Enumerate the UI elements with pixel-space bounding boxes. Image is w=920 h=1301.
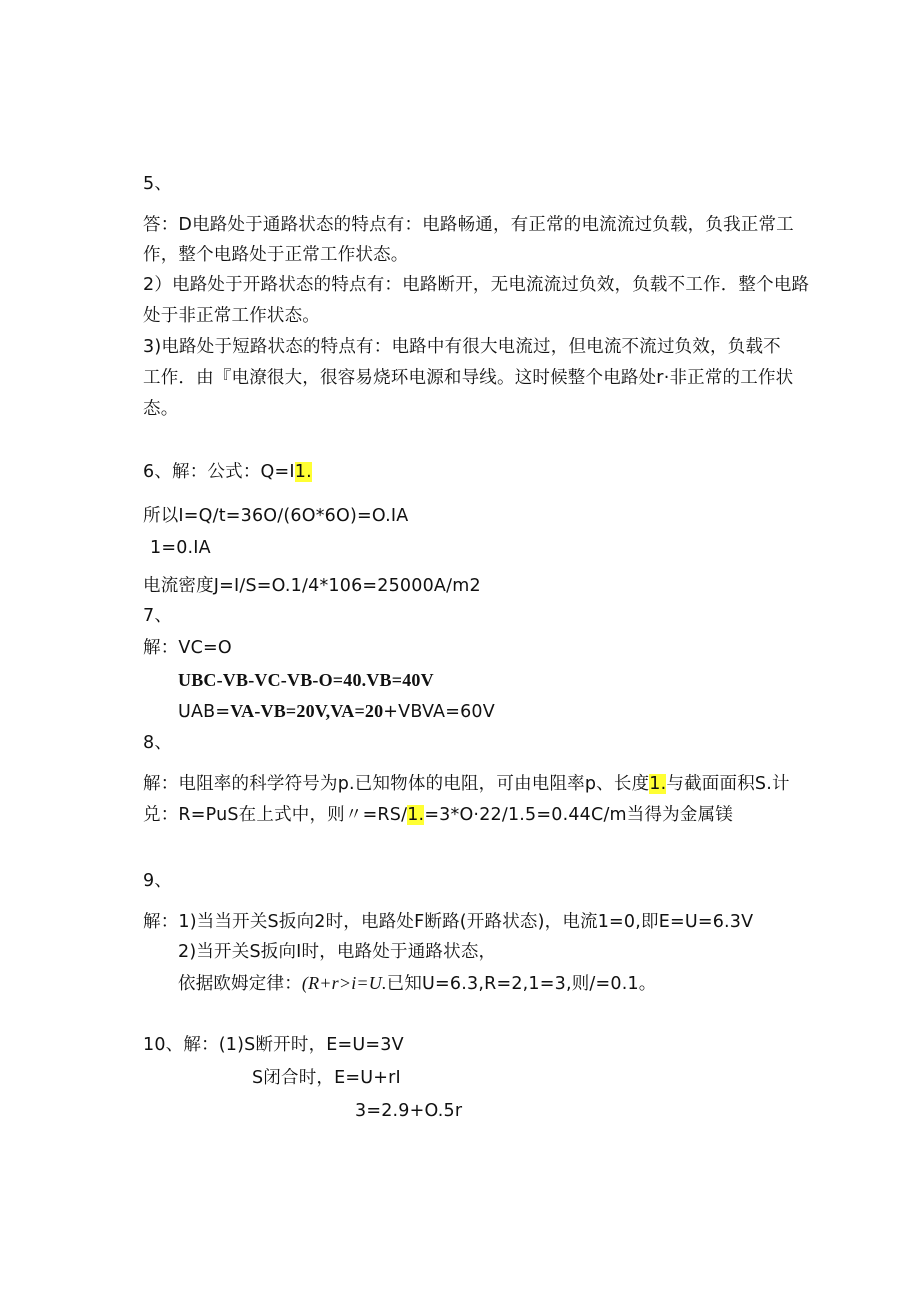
q7-line-3 — [178, 699, 495, 724]
q9-line-2: 2)当开关S扳向I时，电路处于通路状态， — [178, 942, 497, 962]
q10-line-2: S闭合时，E=U+rI — [252, 1068, 401, 1088]
q8-number: 8、 — [143, 733, 173, 753]
q8-line-1-highlight: 1. — [649, 774, 667, 794]
q8-line-2a: 兑：R=PuS在上式中，则〃=RS∕ — [143, 805, 408, 825]
q7-line-3c: +VBVA=60V — [383, 702, 495, 722]
q10-line-3: 3=2.9+O.5r — [355, 1101, 463, 1121]
q9-line-3c: 已知U=6.3,R=2,1=3,则/=0.1。 — [386, 974, 657, 994]
q8-line-2b: =3*O·22∕1.5=0.44C/m当得为金属镁 — [424, 805, 733, 825]
q7-number: 7、 — [143, 606, 173, 626]
q6-formula-line — [143, 460, 312, 484]
q6-formula-highlight: 1. — [294, 462, 312, 482]
q8-line-2 — [143, 803, 733, 827]
q8-line-2-highlight: 1. — [407, 805, 425, 825]
q5-line-4: 处于非正常工作状态。 — [143, 306, 320, 326]
q5-line-1: 答：D电路处于通路状态的特点有：电路畅通，有正常的电流流过负载，负我正常工 — [143, 215, 794, 235]
q9-line-1: 解：1)当当开关S扳向2时，电路处F断路(开路状态)，电流1=0,即E=U=6.3V — [143, 912, 754, 932]
q9-line-3a: 依据欧姆定律： — [178, 974, 302, 994]
q7-line-2: UBC-VB-VC-VB-O=40.VB=40V — [178, 670, 434, 690]
q5-line-5: 3)电路处于短路状态的特点有：电路中有很大电流过，但电流不流过负效，负载不 — [143, 337, 781, 357]
q7-line-1: 解：VC=O — [143, 638, 232, 658]
q5-line-6: 工作．由『电潦很大，很容易烧环电源和导线。这时候整个电路处r·非正常的工作状 — [143, 368, 794, 388]
q6-line-2: 所以I=Q∕t=36O∕(6O*6O)=O.IA — [143, 506, 409, 526]
q7-line-3a: UAB= — [178, 702, 231, 722]
q9-number: 9、 — [143, 871, 173, 891]
q9-line-3 — [178, 971, 657, 996]
q5-line-2: 作，整个电路处于正常工作状态。 — [143, 245, 409, 265]
q9-line-3b: (R+r>i=U. — [301, 973, 387, 993]
q6-formula-prefix: 6、解：公式：Q=I — [143, 462, 295, 482]
q8-line-1a: 解：电阻率的科学符号为p.已知物体的电阻，可由电阻率p、长度 — [143, 774, 650, 794]
q8-line-1b: 与截面面积S.计 — [666, 774, 790, 794]
q10-line-1: 10、解：(1)S断开时，E=U=3V — [143, 1035, 404, 1055]
q7-line-3b: VA-VB=20V,VA=20 — [230, 701, 384, 721]
q8-line-1 — [143, 772, 790, 796]
q5-number: 5、 — [143, 174, 173, 194]
q5-line-7: 态。 — [143, 399, 179, 419]
q6-line-4: 电流密度J=I∕S=O.1∕4*106=25000A∕m2 — [143, 576, 481, 596]
q5-line-3: 2）电路处于开路状态的特点有：电路断开，无电流流过负效，负载不工作．整个电路 — [143, 275, 810, 295]
q6-line-3: 1=0.IA — [150, 538, 211, 558]
